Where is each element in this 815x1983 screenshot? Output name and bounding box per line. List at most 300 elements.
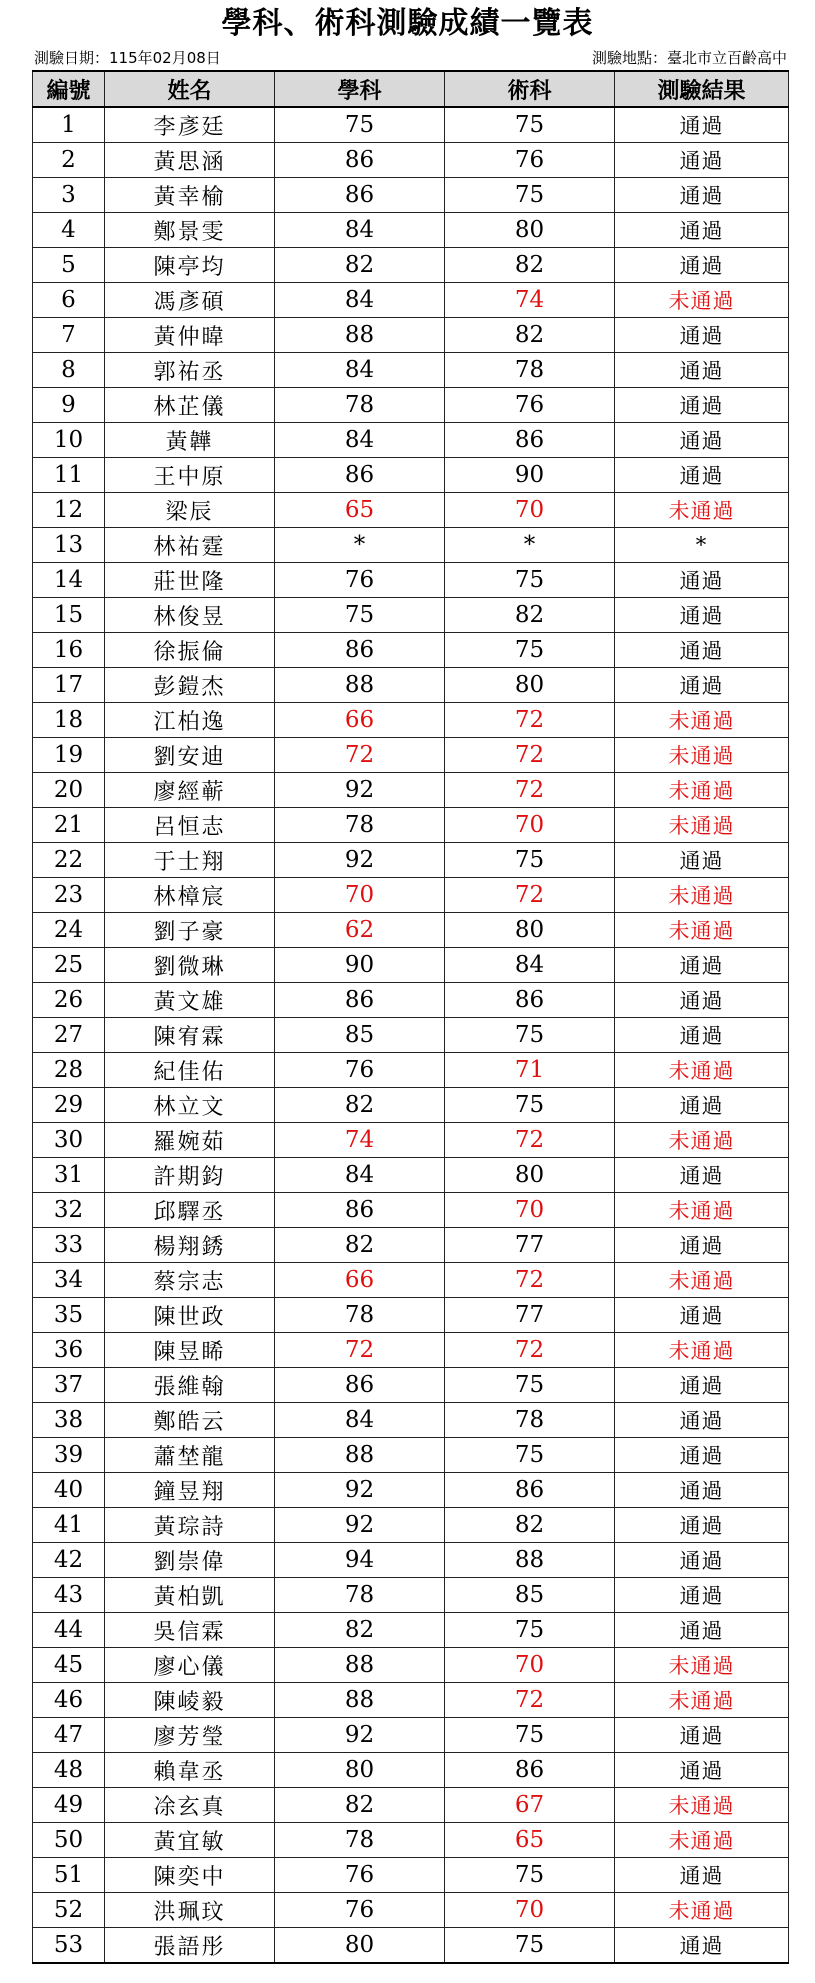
cell-skill: 80 (445, 913, 615, 948)
cell-name: 林樟宸 (105, 878, 275, 913)
cell-academic: 75 (275, 598, 445, 633)
cell-academic: 92 (275, 773, 445, 808)
cell-result: 通過 (615, 143, 789, 178)
cell-name: 賴韋丞 (105, 1753, 275, 1788)
cell-result: 未通過 (615, 878, 789, 913)
cell-result: 未通過 (615, 1123, 789, 1158)
cell-name: 許期鈞 (105, 1158, 275, 1193)
cell-name: 蔡宗志 (105, 1263, 275, 1298)
cell-name: 黃幸榆 (105, 178, 275, 213)
table-row (33, 948, 789, 983)
cell-academic: 84 (275, 1403, 445, 1438)
cell-result: 通過 (615, 843, 789, 878)
cell-skill: 86 (445, 1753, 615, 1788)
cell-name: 劉子豪 (105, 913, 275, 948)
cell-name: 廖經蕲 (105, 773, 275, 808)
cell-academic: 86 (275, 458, 445, 493)
cell-academic: 82 (275, 1228, 445, 1263)
cell-name: 陳宥霖 (105, 1018, 275, 1053)
header-row (33, 71, 789, 107)
cell-name: 王中原 (105, 458, 275, 493)
cell-academic: 78 (275, 1298, 445, 1333)
cell-skill: 86 (445, 423, 615, 458)
cell-name: 林祐霆 (105, 528, 275, 563)
cell-academic: 80 (275, 1753, 445, 1788)
cell-academic: 88 (275, 668, 445, 703)
cell-academic: 66 (275, 703, 445, 738)
cell-id: 11 (33, 458, 105, 493)
cell-academic: 82 (275, 1088, 445, 1123)
table-row (33, 1368, 789, 1403)
cell-id: 12 (33, 493, 105, 528)
table-row (33, 388, 789, 423)
cell-result: 通過 (615, 107, 789, 143)
table-row (33, 1228, 789, 1263)
cell-name: 黃柏凱 (105, 1578, 275, 1613)
cell-academic: 86 (275, 1193, 445, 1228)
cell-academic: 84 (275, 353, 445, 388)
cell-result: 通過 (615, 983, 789, 1018)
table-row (33, 878, 789, 913)
cell-id: 31 (33, 1158, 105, 1193)
cell-academic: 76 (275, 1893, 445, 1928)
cell-id: 46 (33, 1683, 105, 1718)
cell-skill: 75 (445, 1858, 615, 1893)
cell-academic: 75 (275, 107, 445, 143)
cell-id: 51 (33, 1858, 105, 1893)
cell-id: 4 (33, 213, 105, 248)
cell-name: 黃思涵 (105, 143, 275, 178)
cell-academic: 72 (275, 1333, 445, 1368)
table-row (33, 1718, 789, 1753)
cell-academic: 86 (275, 1368, 445, 1403)
table-row (33, 1893, 789, 1928)
cell-name: 紀佳佑 (105, 1053, 275, 1088)
cell-id: 8 (33, 353, 105, 388)
cell-name: 林俊昱 (105, 598, 275, 633)
cell-skill: 70 (445, 808, 615, 843)
cell-skill: 82 (445, 1508, 615, 1543)
cell-skill: 75 (445, 563, 615, 598)
cell-result: 通過 (615, 1858, 789, 1893)
table-row (33, 143, 789, 178)
cell-name: 黃仲暐 (105, 318, 275, 353)
cell-academic: 88 (275, 1648, 445, 1683)
cell-skill: 72 (445, 1263, 615, 1298)
table-row (33, 703, 789, 738)
column-header-academic: 學科 (275, 71, 445, 107)
cell-id: 5 (33, 248, 105, 283)
cell-result: 未通過 (615, 1788, 789, 1823)
cell-result: 通過 (615, 1473, 789, 1508)
cell-academic: 76 (275, 1858, 445, 1893)
cell-skill: 75 (445, 178, 615, 213)
cell-result: 通過 (615, 353, 789, 388)
cell-id: 24 (33, 913, 105, 948)
cell-skill: 75 (445, 1718, 615, 1753)
cell-name: 陳奕中 (105, 1858, 275, 1893)
cell-id: 1 (33, 107, 105, 143)
cell-skill: 70 (445, 1893, 615, 1928)
cell-name: 楊翔銹 (105, 1228, 275, 1263)
cell-name: 陳亭均 (105, 248, 275, 283)
cell-result: 通過 (615, 1228, 789, 1263)
cell-name: 徐振倫 (105, 633, 275, 668)
cell-result: 通過 (615, 1403, 789, 1438)
cell-result: 通過 (615, 423, 789, 458)
cell-skill: 67 (445, 1788, 615, 1823)
cell-result: 未通過 (615, 738, 789, 773)
table-row (33, 458, 789, 493)
cell-academic: * (275, 528, 445, 563)
cell-academic: 86 (275, 633, 445, 668)
cell-skill: 70 (445, 493, 615, 528)
cell-skill: 65 (445, 1823, 615, 1858)
cell-id: 6 (33, 283, 105, 318)
cell-name: 江柏逸 (105, 703, 275, 738)
cell-skill: 70 (445, 1193, 615, 1228)
cell-skill: 77 (445, 1228, 615, 1263)
table-row (33, 1193, 789, 1228)
cell-id: 23 (33, 878, 105, 913)
table-row (33, 528, 789, 563)
cell-result: 通過 (615, 1368, 789, 1403)
cell-skill: 78 (445, 1403, 615, 1438)
table-row (33, 1578, 789, 1613)
cell-academic: 84 (275, 423, 445, 458)
table-row (33, 773, 789, 808)
cell-skill: 80 (445, 668, 615, 703)
cell-name: 莊世隆 (105, 563, 275, 598)
cell-result: 通過 (615, 563, 789, 598)
cell-academic: 70 (275, 878, 445, 913)
cell-result: 通過 (615, 1928, 789, 1964)
cell-result: 未通過 (615, 1683, 789, 1718)
cell-skill: 85 (445, 1578, 615, 1613)
table-row (33, 1403, 789, 1438)
cell-name: 黃琮詩 (105, 1508, 275, 1543)
cell-result: 未通過 (615, 1263, 789, 1298)
table-row (33, 563, 789, 598)
cell-result: 未通過 (615, 808, 789, 843)
cell-id: 35 (33, 1298, 105, 1333)
cell-result: 通過 (615, 248, 789, 283)
cell-result: 未通過 (615, 1823, 789, 1858)
cell-result: 通過 (615, 1718, 789, 1753)
cell-skill: 71 (445, 1053, 615, 1088)
cell-id: 53 (33, 1928, 105, 1964)
cell-id: 44 (33, 1613, 105, 1648)
cell-result: 未通過 (615, 1053, 789, 1088)
cell-academic: 80 (275, 1928, 445, 1964)
cell-id: 30 (33, 1123, 105, 1158)
cell-skill: * (445, 528, 615, 563)
cell-result: 未通過 (615, 283, 789, 318)
cell-name: 于士翔 (105, 843, 275, 878)
cell-id: 38 (33, 1403, 105, 1438)
table-row (33, 1508, 789, 1543)
cell-id: 13 (33, 528, 105, 563)
table-row (33, 1438, 789, 1473)
cell-skill: 82 (445, 248, 615, 283)
table-row (33, 1333, 789, 1368)
cell-result: 通過 (615, 388, 789, 423)
cell-name: 陳昱睎 (105, 1333, 275, 1368)
cell-result: 通過 (615, 1018, 789, 1053)
cell-name: 劉微琳 (105, 948, 275, 983)
cell-id: 52 (33, 1893, 105, 1928)
table-row (33, 1088, 789, 1123)
cell-academic: 65 (275, 493, 445, 528)
cell-id: 27 (33, 1018, 105, 1053)
column-header-name: 姓名 (105, 71, 275, 107)
cell-id: 2 (33, 143, 105, 178)
cell-academic: 90 (275, 948, 445, 983)
table-row (33, 913, 789, 948)
table-row (33, 248, 789, 283)
cell-skill: 72 (445, 1683, 615, 1718)
cell-academic: 72 (275, 738, 445, 773)
test-location: 測驗地點：臺北市立百齡高中 (591, 49, 787, 67)
cell-academic: 82 (275, 248, 445, 283)
cell-id: 36 (33, 1333, 105, 1368)
table-row (33, 1753, 789, 1788)
cell-name: 梁辰 (105, 493, 275, 528)
table-row (33, 1473, 789, 1508)
cell-name: 陳世政 (105, 1298, 275, 1333)
cell-skill: 75 (445, 843, 615, 878)
cell-skill: 86 (445, 983, 615, 1018)
cell-id: 45 (33, 1648, 105, 1683)
cell-academic: 74 (275, 1123, 445, 1158)
cell-name: 彭鎧杰 (105, 668, 275, 703)
column-header-id: 編號 (33, 71, 105, 107)
cell-skill: 75 (445, 633, 615, 668)
table-row (33, 598, 789, 633)
table-row (33, 633, 789, 668)
cell-result: 通過 (615, 633, 789, 668)
cell-id: 50 (33, 1823, 105, 1858)
cell-academic: 86 (275, 143, 445, 178)
cell-result: 未通過 (615, 1193, 789, 1228)
cell-skill: 72 (445, 738, 615, 773)
cell-skill: 74 (445, 283, 615, 318)
table-row (33, 1018, 789, 1053)
cell-academic: 76 (275, 563, 445, 598)
cell-id: 9 (33, 388, 105, 423)
cell-id: 3 (33, 178, 105, 213)
cell-skill: 84 (445, 948, 615, 983)
cell-result: 未通過 (615, 493, 789, 528)
cell-result: 通過 (615, 1088, 789, 1123)
cell-academic: 88 (275, 1683, 445, 1718)
cell-academic: 78 (275, 808, 445, 843)
cell-result: 未通過 (615, 1333, 789, 1368)
cell-academic: 92 (275, 1718, 445, 1753)
table-row (33, 1858, 789, 1893)
cell-skill: 76 (445, 388, 615, 423)
cell-academic: 92 (275, 1508, 445, 1543)
cell-name: 洪珮玟 (105, 1893, 275, 1928)
cell-name: 郭祐丞 (105, 353, 275, 388)
cell-id: 10 (33, 423, 105, 458)
cell-id: 18 (33, 703, 105, 738)
cell-skill: 80 (445, 1158, 615, 1193)
cell-academic: 88 (275, 318, 445, 353)
cell-skill: 75 (445, 1928, 615, 1964)
cell-name: 蕭埜龍 (105, 1438, 275, 1473)
cell-name: 陳崚毅 (105, 1683, 275, 1718)
table-row (33, 1053, 789, 1088)
cell-result: 通過 (615, 318, 789, 353)
cell-result: 通過 (615, 213, 789, 248)
cell-skill: 86 (445, 1473, 615, 1508)
cell-name: 劉安迪 (105, 738, 275, 773)
cell-id: 15 (33, 598, 105, 633)
table-row (33, 983, 789, 1018)
cell-id: 41 (33, 1508, 105, 1543)
cell-name: 張維翰 (105, 1368, 275, 1403)
cell-academic: 84 (275, 213, 445, 248)
cell-academic: 78 (275, 1823, 445, 1858)
cell-name: 鐘昱翔 (105, 1473, 275, 1508)
cell-result: 未通過 (615, 1648, 789, 1683)
cell-result: 通過 (615, 458, 789, 493)
cell-id: 37 (33, 1368, 105, 1403)
cell-result: 通過 (615, 598, 789, 633)
table-row (33, 353, 789, 388)
cell-id: 16 (33, 633, 105, 668)
cell-result: 通過 (615, 1613, 789, 1648)
cell-academic: 94 (275, 1543, 445, 1578)
cell-result: 未通過 (615, 703, 789, 738)
cell-result: 通過 (615, 1578, 789, 1613)
cell-academic: 85 (275, 1018, 445, 1053)
cell-academic: 78 (275, 388, 445, 423)
cell-result: 通過 (615, 1753, 789, 1788)
cell-name: 羅婉茹 (105, 1123, 275, 1158)
cell-skill: 72 (445, 1333, 615, 1368)
table-header (33, 71, 789, 107)
cell-name: 黃文雄 (105, 983, 275, 1018)
table-row (33, 107, 789, 143)
cell-id: 25 (33, 948, 105, 983)
cell-skill: 72 (445, 878, 615, 913)
cell-name: 林立文 (105, 1088, 275, 1123)
table-row (33, 283, 789, 318)
score-table (32, 70, 789, 1964)
cell-id: 34 (33, 1263, 105, 1298)
cell-skill: 76 (445, 143, 615, 178)
cell-id: 17 (33, 668, 105, 703)
table-row (33, 1158, 789, 1193)
cell-result: * (615, 528, 789, 563)
cell-name: 廖芳瑩 (105, 1718, 275, 1753)
cell-skill: 72 (445, 1123, 615, 1158)
cell-academic: 62 (275, 913, 445, 948)
cell-academic: 92 (275, 1473, 445, 1508)
cell-name: 李彥廷 (105, 107, 275, 143)
cell-result: 未通過 (615, 913, 789, 948)
table-row (33, 1123, 789, 1158)
cell-skill: 82 (445, 598, 615, 633)
cell-id: 47 (33, 1718, 105, 1753)
cell-result: 通過 (615, 668, 789, 703)
cell-id: 21 (33, 808, 105, 843)
cell-result: 通過 (615, 1543, 789, 1578)
table-row (33, 1928, 789, 1964)
cell-id: 7 (33, 318, 105, 353)
cell-result: 通過 (615, 1158, 789, 1193)
table-row (33, 738, 789, 773)
cell-id: 33 (33, 1228, 105, 1263)
cell-name: 鄭皓云 (105, 1403, 275, 1438)
cell-skill: 75 (445, 107, 615, 143)
table-row (33, 1263, 789, 1298)
cell-skill: 82 (445, 318, 615, 353)
cell-name: 邱驛丞 (105, 1193, 275, 1228)
cell-academic: 86 (275, 983, 445, 1018)
cell-id: 26 (33, 983, 105, 1018)
table-row (33, 1788, 789, 1823)
cell-skill: 75 (445, 1438, 615, 1473)
table-row (33, 1298, 789, 1333)
cell-id: 14 (33, 563, 105, 598)
table-row (33, 178, 789, 213)
cell-name: 劉崇偉 (105, 1543, 275, 1578)
cell-id: 22 (33, 843, 105, 878)
cell-result: 未通過 (615, 1893, 789, 1928)
cell-result: 未通過 (615, 773, 789, 808)
cell-result: 通過 (615, 1438, 789, 1473)
cell-academic: 92 (275, 843, 445, 878)
cell-skill: 90 (445, 458, 615, 493)
cell-skill: 75 (445, 1368, 615, 1403)
cell-skill: 77 (445, 1298, 615, 1333)
cell-id: 29 (33, 1088, 105, 1123)
table-row (33, 1613, 789, 1648)
cell-result: 通過 (615, 178, 789, 213)
cell-name: 凃玄真 (105, 1788, 275, 1823)
page-title: 學科、術科測驗成績一覽表 (221, 6, 594, 41)
cell-skill: 70 (445, 1648, 615, 1683)
cell-id: 28 (33, 1053, 105, 1088)
cell-result: 通過 (615, 1508, 789, 1543)
table-row (33, 493, 789, 528)
table-row (33, 1543, 789, 1578)
cell-id: 32 (33, 1193, 105, 1228)
cell-skill: 75 (445, 1613, 615, 1648)
cell-academic: 76 (275, 1053, 445, 1088)
cell-id: 40 (33, 1473, 105, 1508)
cell-id: 19 (33, 738, 105, 773)
cell-skill: 75 (445, 1088, 615, 1123)
cell-academic: 78 (275, 1578, 445, 1613)
cell-name: 黃韡 (105, 423, 275, 458)
cell-academic: 66 (275, 1263, 445, 1298)
cell-academic: 84 (275, 1158, 445, 1193)
table-row (33, 1683, 789, 1718)
cell-id: 39 (33, 1438, 105, 1473)
cell-skill: 80 (445, 213, 615, 248)
column-header-result: 測驗結果 (615, 71, 789, 107)
cell-id: 49 (33, 1788, 105, 1823)
cell-id: 48 (33, 1753, 105, 1788)
cell-name: 呂恒志 (105, 808, 275, 843)
cell-academic: 82 (275, 1788, 445, 1823)
cell-academic: 82 (275, 1613, 445, 1648)
table-row (33, 213, 789, 248)
